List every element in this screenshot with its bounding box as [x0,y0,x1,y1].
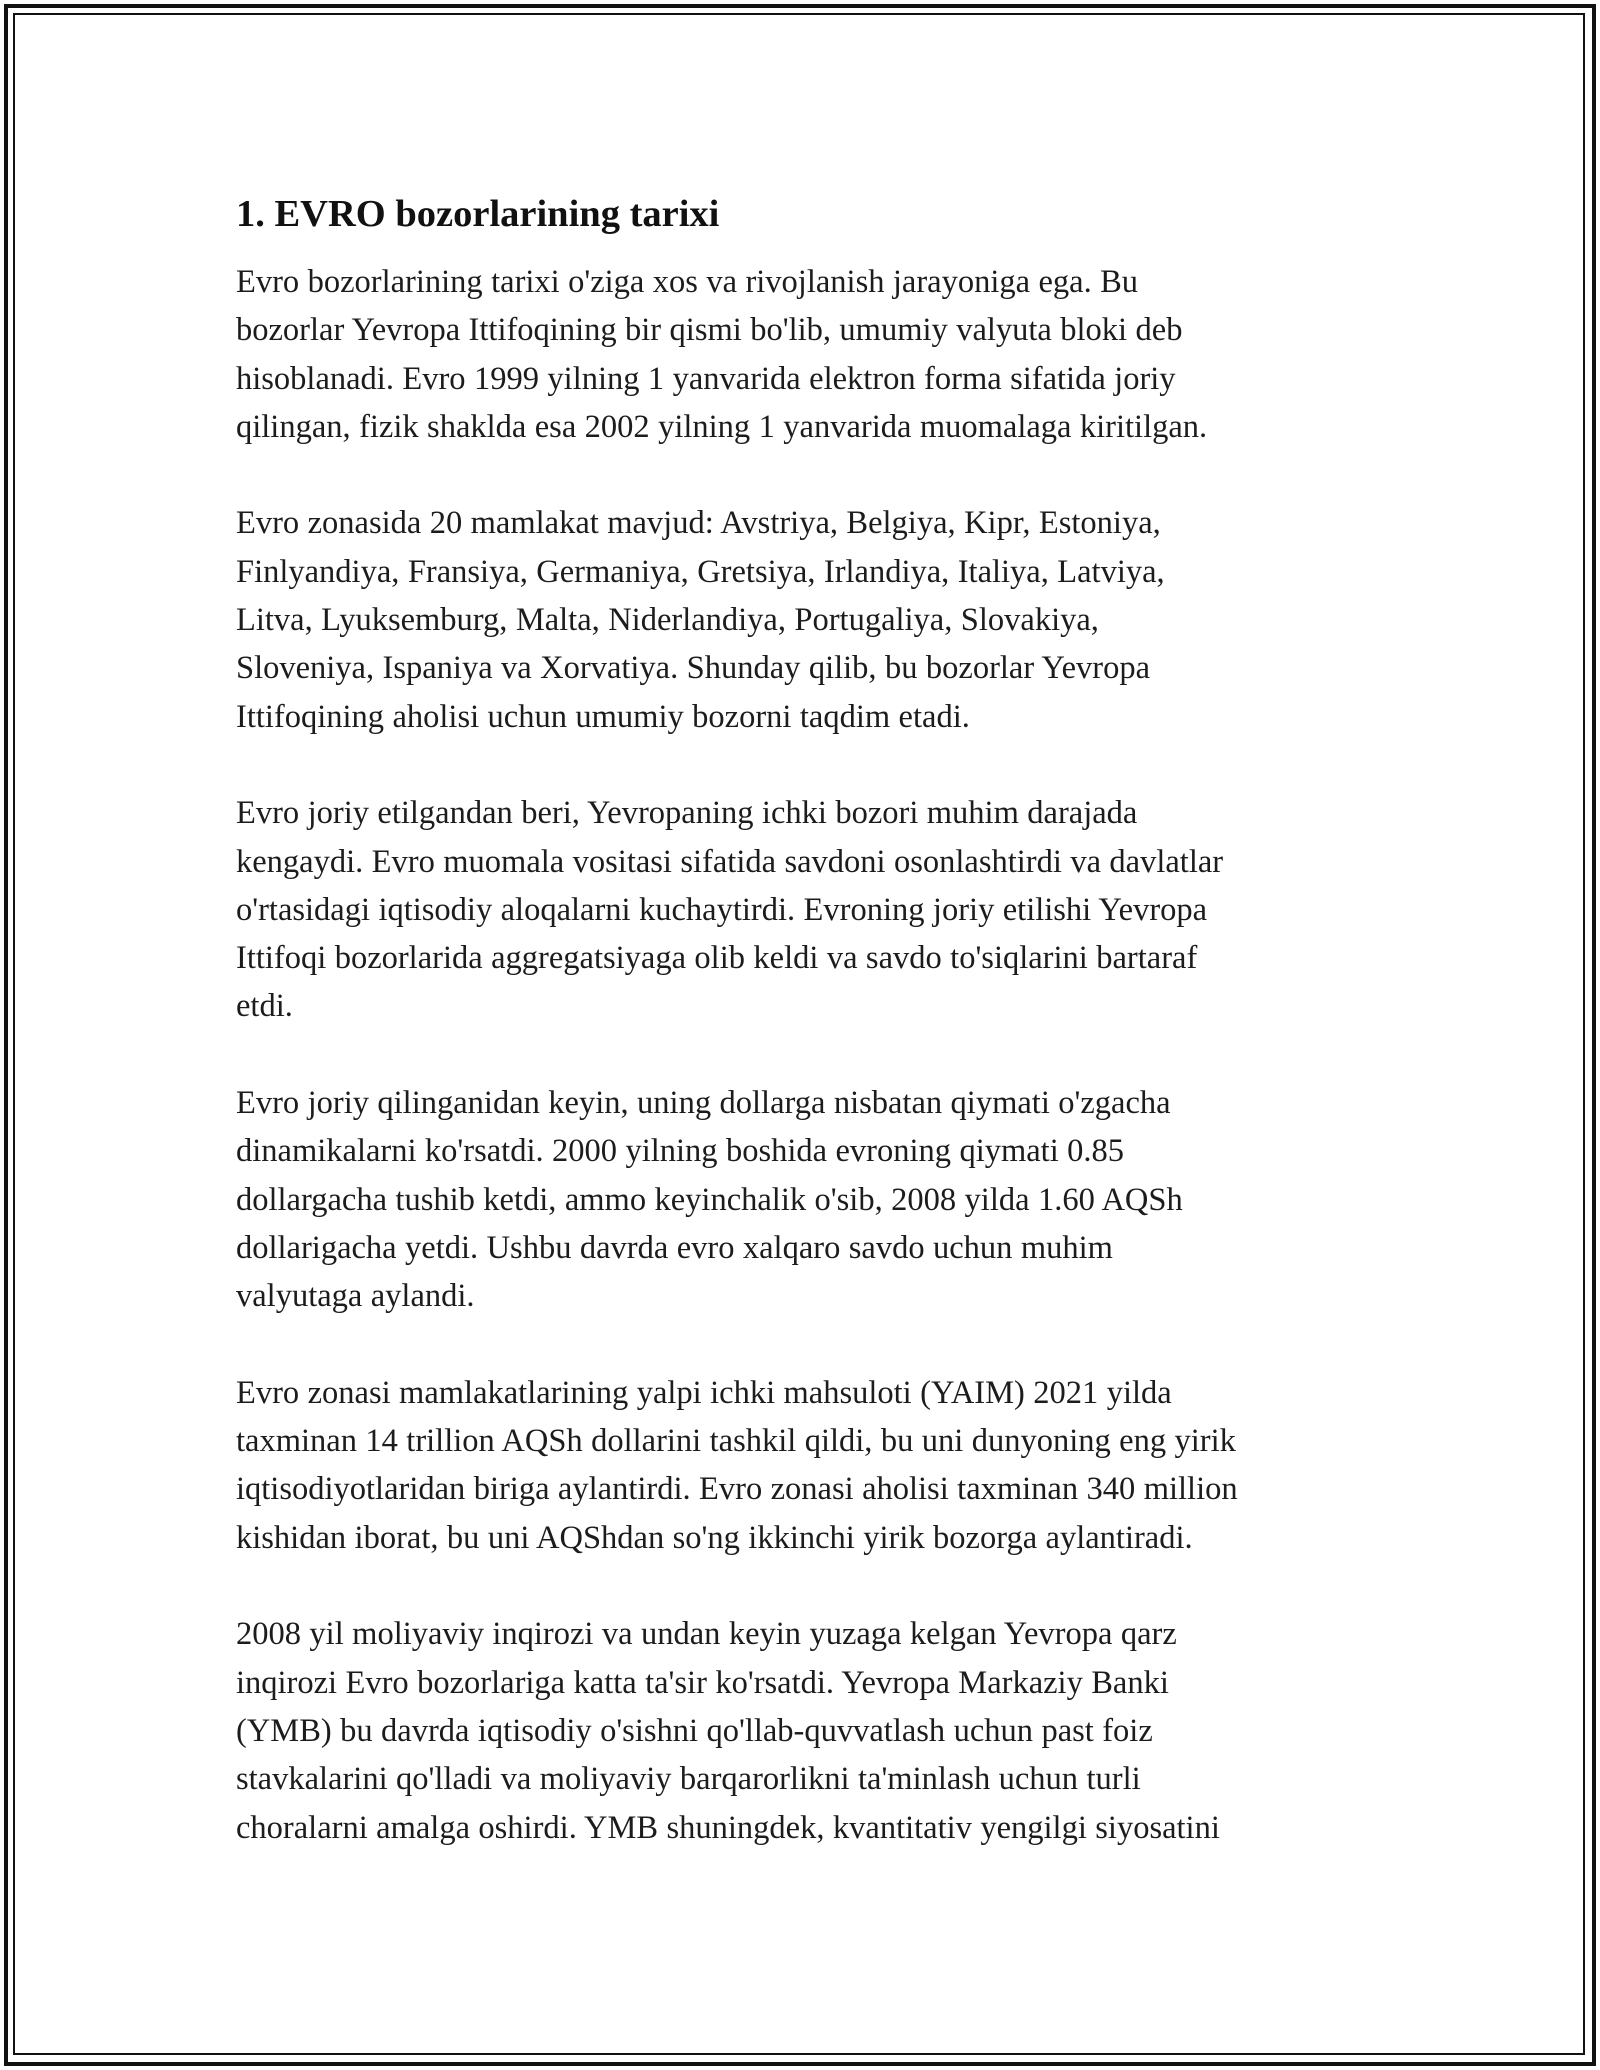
text-line: Evro bozorlarining tarixi o'ziga xos va rivojlanish jarayoniga ega. Bu [236,264,1139,300]
paragraph [236,499,1366,740]
paragraph [236,258,1366,451]
text-line: qilingan, fizik shaklda esa 2002 yilning 1 yanvarida muomalaga kiritilgan. [236,408,1208,445]
text-line: bozorlar Yevropa Ittifoqining bir qismi bo'lib, umumiy valyuta bloki deb [236,312,1183,349]
text-line: valyutaga aylandi. [236,1278,475,1315]
text-line: dollargacha tushib ketdi, ammo keyinchalik o'sib, 2008 yilda 1.60 AQSh [236,1181,1183,1218]
text-line: kengaydi. Evro muomala vositasi sifatida savdoni osonlashtirdi va davlatlar [236,843,1224,880]
paragraph [236,1079,1366,1320]
text-line: Ittifoqining aholisi uchun umumiy bozorni taqdim etadi. [236,698,970,735]
text-line: Evro joriy etilgandan beri, Yevropaning ichki bozori muhim darajada [236,795,1138,832]
paragraph [236,1610,1366,1851]
paragraph [236,789,1366,1030]
text-line: Evro joriy qilinganidan keyin, uning dollarga nisbatan qiymati o'zgacha [236,1085,1171,1122]
text-line: hisoblanadi. Evro 1999 yilning 1 yanvarida elektron forma sifatida joriy [236,360,1176,397]
text-line: choralarni amalga oshirdi. YMB shuningdek, kvantitativ yengilgi siyosatini [236,1809,1220,1846]
text-line: Evro zonasi mamlakatlarining yalpi ichki mahsuloti (YAIM) 2021 yilda [236,1374,1172,1411]
text-line: etdi. [236,988,293,1025]
paragraph [236,1369,1366,1562]
document-body [236,186,1366,1900]
paragraph-list [236,258,1366,1852]
text-line: dinamikalarni ko'rsatdi. 2000 yilning boshida evroning qiymati 0.85 [236,1133,1125,1170]
text-line: Evro zonasida 20 mamlakat mavjud: Avstriya, Belgiya, Kipr, Estoniya, [236,505,1161,542]
text-line: taxminan 14 trillion AQSh dollarini tashkil qildi, bu uni dunyoning eng yirik [236,1423,1236,1460]
text-line: 2008 yil moliyaviy inqirozi va undan keyin yuzaga kelgan Yevropa qarz [236,1616,1177,1653]
text-line: iqtisodiyotlaridan biriga aylantirdi. Evro zonasi aholisi taxminan 340 million [236,1471,1238,1508]
text-line: o'rtasidagi iqtisodiy aloqalarni kuchaytirdi. Evroning joriy etilishi Yevropa [236,891,1208,928]
text-line: Litva, Lyuksemburg, Malta, Niderlandiya, Portugaliya, Slovakiya, [236,602,1099,639]
text-line: inqirozi Evro bozorlariga katta ta'sir ko'rsatdi. Yevropa Markaziy Banki [236,1664,1169,1701]
text-line: Finlyandiya, Fransiya, Germaniya, Gretsiya, Irlandiya, Italiya, Latviya, [236,553,1165,590]
text-line: stavkalarini qo'lladi va moliyaviy barqarorlikni ta'minlash uchun turli [236,1761,1141,1798]
section-heading: 1. EVRO bozorlarining tarixi [236,193,720,235]
text-line: (YMB) bu davrda iqtisodiy o'sishni qo'llab-quvvatlash uchun past foiz [236,1712,1153,1749]
text-line: kishidan iborat, bu uni AQShdan so'ng ikkinchi yirik bozorga aylantiradi. [236,1519,1193,1556]
text-line: Sloveniya, Ispaniya va Xorvatiya. Shunday qilib, bu bozorlar Yevropa [236,650,1151,687]
text-line: dollarigacha yetdi. Ushbu davrda evro xalqaro savdo uchun muhim [236,1229,1113,1266]
text-line: Ittifoqi bozorlarida aggregatsiyaga olib keldi va savdo to'siqlarini bartaraf [236,940,1198,977]
